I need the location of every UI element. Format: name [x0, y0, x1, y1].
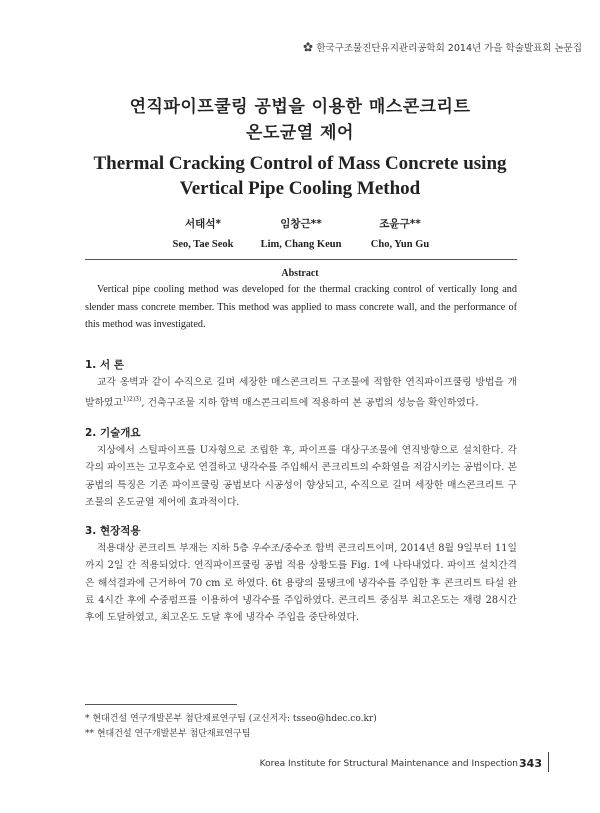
page-number: 343 — [519, 757, 542, 770]
abstract-heading: Abstract — [281, 268, 319, 279]
section-1-text-part2: , 건축구조물 지하 합벽 매스콘크리트에 적용하여 본 공법의 성능을 확인하였다. — [141, 397, 479, 409]
author-3-english: Cho, Yun Gu — [370, 239, 430, 250]
title-korean-line1: 연직파이프쿨링 공법을 이용한 매스콘크리트 — [129, 97, 471, 117]
author-3-korean: 조윤구** — [379, 218, 421, 230]
title-english-line2: Vertical Pipe Cooling Method — [179, 178, 421, 199]
journal-header — [303, 40, 582, 54]
section-1-heading: 1. 서 론 — [85, 359, 124, 371]
section-2-heading: 2. 기술개요 — [85, 427, 141, 439]
journal-name: 한국구조물진단유지관리공학회 2014년 가을 학술발표회 논문집 — [316, 43, 582, 54]
title-korean-line2: 온도균열 제어 — [246, 123, 354, 143]
author-3 — [335, 216, 465, 250]
section-3-heading: 3. 현장적용 — [85, 525, 141, 537]
star-flower-icon — [303, 42, 313, 52]
section-3-text: 적용대상 콘크리트 부재는 지하 5층 우수조/중수조 합벽 콘크리트이며, 2014년 8월 9일부터 11일까지 2일 간 적용되었다. 연직파이프쿨링 공법 적용 상황도를 Fig. 1에 나타내었다. 파이프 설치간격은 해석결과에 근거하여 70 cm 로 하였다. 6t 용량의 물탱크에 냉각수를 주입한 후 콘크리트 타설 완료 4시간 후에 수중펌프를 이용하여 냉각수를 주입하였다. 콘크리트 중심부 최고온도는 재령 28시간 후에 도달하였고, 최고온도 도달 후에 냉각수 주입을 중단하였다. — [85, 543, 517, 624]
section-2-text: 지상에서 스틸파이프를 U자형으로 조립한 후, 파이프를 대상구조물에 연직방향으로 설치한다. 각각의 파이프는 고무호수로 연결하고 냉각수를 주입해서 콘크리트의 수화열을 저감시키는 공법이다. 본 공법의 특징은 기존 파이프쿨링 공법보다 시공성이 향상되고, 수직으로 길며 세장한 매스콘크리트 구조물의 온도균열 제어에 효과적이다. — [85, 445, 517, 508]
footer-organization: Korea Institute for Structural Maintenance and Inspection — [259, 759, 518, 769]
author-2-english: Lim, Chang Keun — [260, 239, 342, 250]
footnote-2: ** 현대건설 연구개발본부 첨단재료연구팀 — [85, 729, 251, 739]
section-1-citation: 1)2)3) — [122, 396, 142, 404]
section-1-text — [85, 374, 517, 412]
section-1-text-part1: 교각 옹벽과 같이 수직으로 길며 세장한 매스콘크리트 구조물에 적합한 연직파이프쿨링 방법을 개발하였고 — [85, 377, 517, 409]
abstract-text: Vertical pipe cooling method was developed for the thermal cracking control of vertically long and slender mass concrete member. This method was applied to mass concrete wall, and the performance of this method was investigated. — [85, 284, 517, 330]
footnote-1: * 현대건설 연구개발본부 첨단재료연구팀 (교신저자: tsseo@hdec.co.kr) — [85, 714, 377, 724]
author-1-english: Seo, Tae Seok — [172, 239, 234, 250]
divider-line — [85, 259, 517, 260]
title-english-line1: Thermal Cracking Control of Mass Concrete using — [93, 153, 507, 174]
author-2-korean: 임창근** — [280, 218, 322, 230]
footer-separator — [548, 752, 549, 772]
author-1-korean: 서태석* — [185, 218, 221, 230]
footnote-divider — [85, 704, 237, 705]
